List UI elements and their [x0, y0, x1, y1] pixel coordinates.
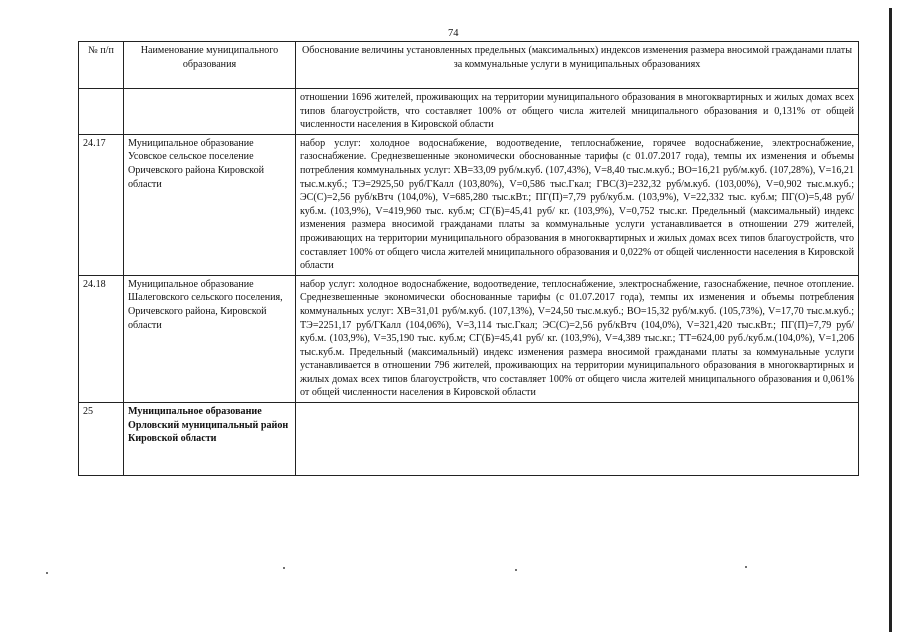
- scan-speck: [515, 569, 517, 571]
- row-name: [124, 89, 296, 135]
- row-name: Муниципальное образование Шалеговского сельского поселения, Оричевского района, Кировской области: [124, 275, 296, 402]
- header-num: № п/п: [79, 42, 124, 89]
- row-name: Муниципальное образование Орловский муниципальный район Кировской области: [124, 403, 296, 476]
- page-edge-line: [889, 8, 892, 632]
- row-text: [296, 403, 859, 476]
- header-basis: Обоснование величины установленных предельных (максимальных) индексов изменения размера вносимой гражданами платы за коммунальные услуги в муниципальных образованиях: [296, 42, 859, 89]
- row-num: 25: [79, 403, 124, 476]
- table-row: [79, 134, 859, 275]
- row-text: набор услуг: холодное водоснабжение, водоотведение, теплоснабжение, электроснабжение, газоснабжение, печное отопление. Среднезвешенные экономически обоснованные тарифы (с 01.07.2017 года), темпы их изменения и объемы потребления коммунальных услуг: ХВ=31,01 руб/м.куб. (107,13%), V=24,50 тыс.м.куб.; ВО=15,32 руб/м.куб. (105,73%), V=17,70 тыс.м.куб.; ТЭ=2251,17 руб/ГКалл (104,06%), V=3,114 тыс.Гкал; ЭС(С)=2,56 руб/кВтч (104,0%), V=321,420 тыс.кВт.; ПГ(П)=7,79 руб/куб.м. (103,9%), V=35,190 тыс. куб.м; СГ(Б)=45,41 руб/ кг. (103,9%), V=4,389 тыс.кг.; ТТ=624,00 руб./куб.м.(104,0%), V=1,206 тыс.куб.м. Предельный (максимальный) индекс изменения размера вносимой гражданами платы за коммунальные услуги устанавливается в отношении 796 жителей, проживающих на территории муниципального образования в многоквартирных и жилых домах всех типов благоустройств, что составляет 100% от общего числа жителей мниципального образования и 0,061% от общей численности населения в Кировской области: [296, 275, 859, 402]
- scan-speck: [46, 572, 48, 574]
- row-name: Муниципальное образование Усовское сельское поселение Оричевского района Кировской области: [124, 134, 296, 275]
- header-name: Наименование муниципального образования: [124, 42, 296, 89]
- row-num: [79, 89, 124, 135]
- table-header-row: [79, 42, 859, 89]
- tariff-table: [78, 41, 859, 476]
- page-number: 74: [448, 28, 459, 39]
- row-text: отношении 1696 жителей, проживающих на территории муниципального образования в многоквартирных и жилых домах всех типов благоустройств, что составляет 100% от общего числа жителей мниципального образования и 0,131% от общей численности населения в Кировской области: [296, 89, 859, 135]
- row-text: набор услуг: холодное водоснабжение, водоотведение, теплоснабжение, горячее водоснабжение, электроснабжение, газоснабжение. Среднезвешенные экономически обоснованные тарифы (с 01.07.2017 года), темпы их изменения и объемы потребления коммунальных услуг: ХВ=33,09 руб/м.куб. (107,43%), V=8,40 тыс.м.куб.; ВО=16,21 руб/м.куб. (107,28%), V=16,21 тыс.м.куб.; ТЭ=2925,50 руб/ГКалл (103,80%), V=0,586 тыс.Гкал; ГВС(З)=232,32 руб/м.куб. (103,00%), V=0,902 тыс.м.куб.; ЭС(С)=2,56 руб/кВтч (104,0%), V=685,280 тыс.кВт.; ПГ(П)=7,79 руб/куб.м. (103,9%), V=22,332 тыс. куб.м; ПГ(О)=5,48 руб/куб.м. (103,9%), V=419,960 тыс. куб.м; СГ(Б)=45,41 руб/ кг. (103,9%), V=0,752 тыс.кг. Предельный (максимальный) индекс изменения размера вносимой гражданами платы за коммунальные услуги устанавливается в отношении 279 жителей, проживающих на территории муниципального образования в многоквартирных и жилых домах всех типов благоустройств, что составляет 100% от общего числа жителей мниципального образования и 0,022% от общей численности населения в Кировской области: [296, 134, 859, 275]
- scan-speck: [745, 566, 747, 568]
- row-num: 24.18: [79, 275, 124, 402]
- table-row: [79, 89, 859, 135]
- table-row: [79, 275, 859, 402]
- table-row: [79, 403, 859, 476]
- scan-speck: [283, 567, 285, 569]
- row-num: 24.17: [79, 134, 124, 275]
